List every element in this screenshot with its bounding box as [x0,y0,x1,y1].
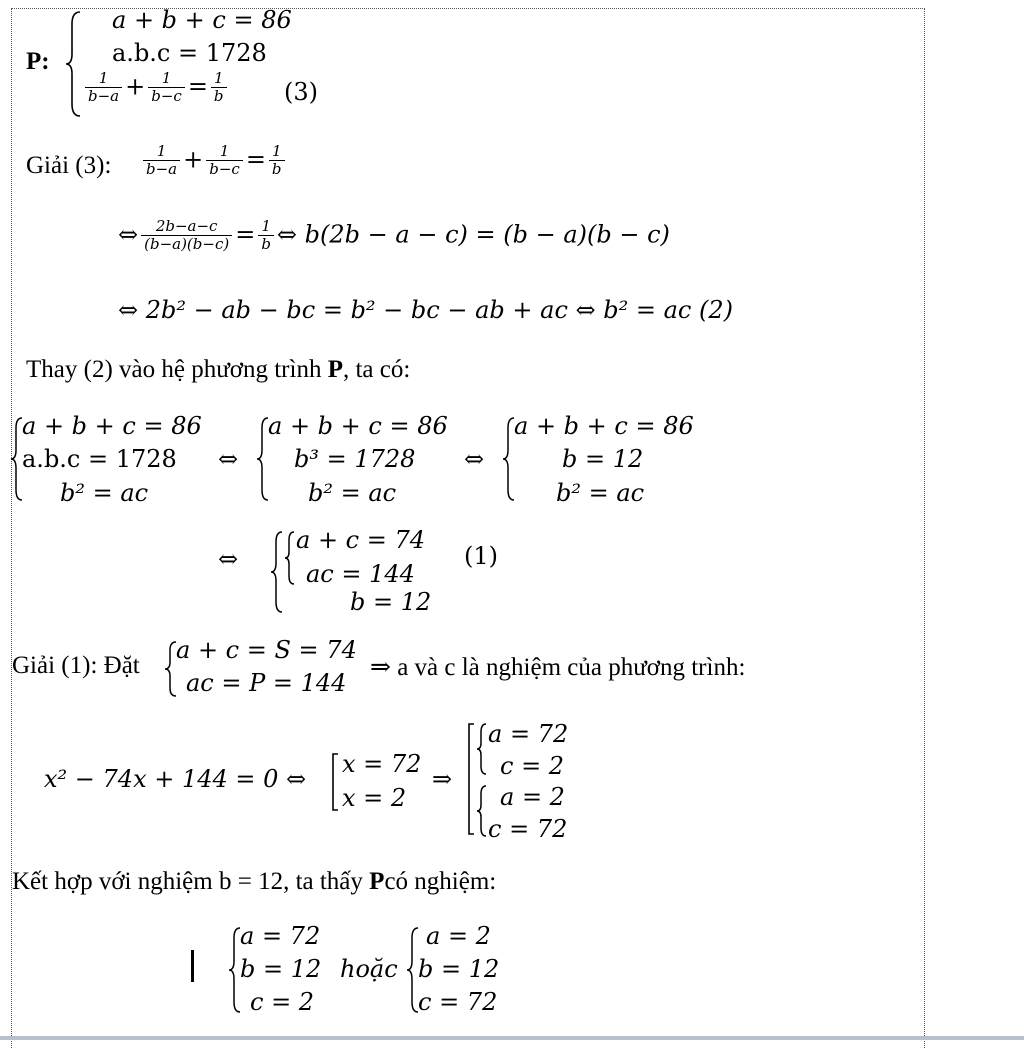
case1-a: a = 72 [488,720,569,748]
system-p-eq3-tag: (3) [284,78,318,106]
left-brace-icon [476,722,488,776]
substitute-text: Thay (2) vào hệ phương trình P, ta có: [26,356,411,383]
sol1-b: b = 12 [240,955,322,983]
sysD-eq2: ac = 144 [306,560,415,588]
system-p-eq2: a.b.c = 1728 [112,39,267,67]
sysC-eq3: b² = ac [556,479,645,507]
sysA-eq3: b² = ac [60,479,149,507]
solve3-label: Giải (3): [26,152,112,179]
text-cursor [191,950,194,982]
root-2: x = 2 [342,784,407,812]
equiv-symbol: ⇔ [218,545,239,573]
equiv-symbol: ⇔ [464,445,485,473]
solve3-eq: $\frac{1}{b-a}$ + $\frac{1}{b-c}$ = $\frac{1}{b}$ [140,143,288,179]
left-brace-icon [270,530,284,614]
conclusion-text: Kết hợp với nghiệm b = 12, ta thấy Pcó nghiệm: [12,868,497,895]
case1-c: c = 2 [500,752,565,780]
system-p-label: P: [26,48,50,75]
root-1: x = 72 [342,750,422,778]
sol1-c: c = 2 [250,988,315,1016]
quadratic-eq: x² − 74x + 144 = 0 ⇔ [44,765,307,793]
case2-a: a = 2 [500,783,565,811]
sysA-eq2: a.b.c = 1728 [22,445,177,473]
system-p-eq1: a + b + c = 86 [112,6,292,34]
system-p-eq3: $\frac{1}{b-a}$ + $\frac{1}{b-c}$ = $\frac{1}{b}$ [82,70,230,106]
sysC-eq1: a + b + c = 86 [514,412,694,440]
sol2-a: a = 2 [426,922,491,950]
case2-c: c = 72 [488,815,568,843]
sysD-tag: (1) [464,542,498,570]
solve3-line3: ⇔ 2b² − ab − bc = b² − bc − ab + ac ⇔ b² = ac (2) [118,296,733,324]
left-bracket-icon [330,752,340,812]
sysB-eq3: b² = ac [308,479,397,507]
solve1-sys-eq2: ac = P = 144 [186,669,347,697]
solve3-line2: ⇔ $\frac{2b-a-c}{(b-a)(b-c)}$ = $\frac{1}{b}$ ⇔ b(2b − a − c) = (b − a)(b − c) [118,217,670,254]
sysD-eq1: a + c = 74 [296,526,426,554]
sol2-c: c = 72 [418,988,498,1016]
sol1-a: a = 72 [240,922,321,950]
sysB-eq1: a + b + c = 86 [268,412,448,440]
horizontal-scrollbar-track[interactable] [0,1036,1024,1040]
sysC-eq2: b = 12 [562,445,644,473]
sysD-eq3: b = 12 [350,588,432,616]
left-brace-icon [476,784,488,838]
sysA-eq1: a + b + c = 86 [22,412,202,440]
solve1-label: Giải (1): Đặt [12,652,140,679]
left-brace-icon [284,530,296,586]
equiv-symbol: ⇔ [218,445,239,473]
sol2-b: b = 12 [418,955,500,983]
or-text: hoặc [340,955,398,983]
left-bracket-icon [466,722,476,836]
sysB-eq2: b³ = 1728 [294,445,416,473]
solve1-after: ⇒ a và c là nghiệm của phương trình: [370,654,746,681]
implies-symbol: ⇒ [432,765,453,793]
solve1-sys-eq1: a + c = S = 74 [176,636,357,664]
left-brace-icon [64,10,84,118]
